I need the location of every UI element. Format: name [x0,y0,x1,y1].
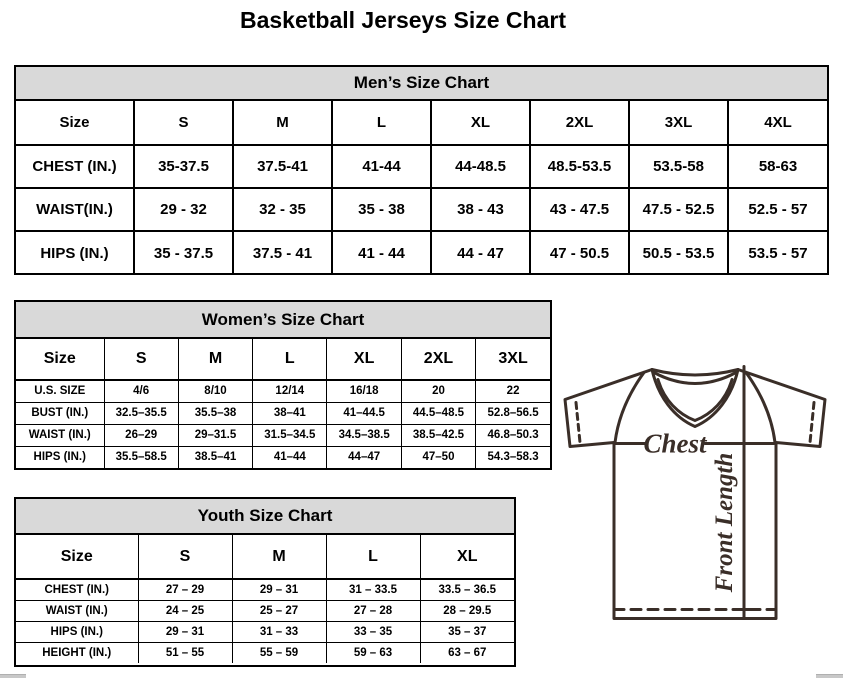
row-label: CHEST (IN.) [16,145,134,188]
womens-size-chart [14,300,552,470]
right-cuff-dash [810,403,814,443]
size-value-cell: 38–41 [253,402,327,424]
size-value-cell: 44 - 47 [431,231,530,274]
size-value-cell: 29 – 31 [232,579,326,600]
size-value-cell: 41-44 [332,145,431,188]
youth-chart-title: Youth Size Chart [16,499,514,535]
size-value-cell: 43 - 47.5 [530,188,629,231]
row-label: BUST (IN.) [16,402,104,424]
row-label: WAIST(IN.) [16,188,134,231]
size-value-cell: 55 – 59 [232,642,326,663]
size-value-cell: 47.5 - 52.5 [629,188,728,231]
size-value-cell: 8/10 [178,380,252,402]
size-value-cell: 33.5 – 36.5 [420,579,514,600]
size-value-cell: 63 – 67 [420,642,514,663]
size-value-cell: 27 – 29 [138,579,232,600]
table-row [16,188,827,231]
size-value-cell: 48.5-53.5 [530,145,629,188]
table-row [16,424,550,446]
column-header: 2XL [401,339,475,380]
size-value-cell: 37.5-41 [233,145,332,188]
mens-chart-title: Men’s Size Chart [16,67,827,101]
column-header: L [253,339,327,380]
row-label: HIPS (IN.) [16,231,134,274]
collar-top-arc [652,370,738,376]
table-row [16,380,550,402]
column-header: M [232,535,326,579]
right-armhole-seam [746,373,775,443]
row-label: HIPS (IN.) [16,621,138,642]
youth-size-table [16,535,514,663]
column-header: XL [420,535,514,579]
size-value-cell: 44–47 [327,446,401,468]
column-header: M [178,339,252,380]
size-value-cell: 24 – 25 [138,600,232,621]
size-value-cell: 53.5-58 [629,145,728,188]
size-value-cell: 35-37.5 [134,145,233,188]
size-value-cell: 29 - 32 [134,188,233,231]
size-value-cell: 32 - 35 [233,188,332,231]
size-value-cell: 44-48.5 [431,145,530,188]
column-header: S [138,535,232,579]
size-value-cell: 51 – 55 [138,642,232,663]
size-value-cell: 44.5–48.5 [401,402,475,424]
jersey-diagram-svg [562,363,832,628]
table-row [16,446,550,468]
chest-label: Chest [643,428,707,459]
size-value-cell: 35.5–38 [178,402,252,424]
size-value-cell: 46.8–50.3 [476,424,550,446]
womens-chart-title: Women’s Size Chart [16,302,550,339]
table-row [16,621,514,642]
size-value-cell: 22 [476,380,550,402]
size-value-cell: 28 – 29.5 [420,600,514,621]
size-value-cell: 29–31.5 [178,424,252,446]
size-value-cell: 35 - 38 [332,188,431,231]
table-row [16,579,514,600]
size-value-cell: 37.5 - 41 [233,231,332,274]
size-value-cell: 12/14 [253,380,327,402]
womens-size-table [16,339,550,468]
size-value-cell: 35 - 37.5 [134,231,233,274]
jersey-measurement-diagram [562,363,832,628]
column-header: XL [327,339,401,380]
size-value-cell: 52.8–56.5 [476,402,550,424]
column-header: L [326,535,420,579]
row-label: WAIST (IN.) [16,600,138,621]
size-value-cell: 35.5–58.5 [104,446,178,468]
left-armhole-seam [615,373,644,443]
size-value-cell: 41–44.5 [327,402,401,424]
size-value-cell: 4/6 [104,380,178,402]
size-value-cell: 29 – 31 [138,621,232,642]
size-value-cell: 41–44 [253,446,327,468]
row-label: HIPS (IN.) [16,446,104,468]
header-row [16,101,827,145]
collar-band-v [658,380,732,421]
column-header: 2XL [530,101,629,145]
scrollbar-fragment-left[interactable] [0,674,26,678]
size-value-cell: 38.5–41 [178,446,252,468]
size-value-cell: 47 - 50.5 [530,231,629,274]
row-label: HEIGHT (IN.) [16,642,138,663]
mens-size-table [16,101,827,274]
header-row [16,535,514,579]
size-value-cell: 41 - 44 [332,231,431,274]
size-value-cell: 50.5 - 53.5 [629,231,728,274]
size-value-cell: 31 – 33.5 [326,579,420,600]
row-label: U.S. SIZE [16,380,104,402]
header-row [16,339,550,380]
size-value-cell: 53.5 - 57 [728,231,827,274]
size-value-cell: 33 – 35 [326,621,420,642]
mens-size-chart [14,65,829,275]
table-row [16,231,827,274]
size-value-cell: 20 [401,380,475,402]
left-cuff-dash [576,403,580,443]
column-header: S [134,101,233,145]
size-value-cell: 31.5–34.5 [253,424,327,446]
size-value-cell: 25 – 27 [232,600,326,621]
size-value-cell: 38 - 43 [431,188,530,231]
table-row [16,402,550,424]
table-row [16,600,514,621]
scrollbar-fragment-right[interactable] [816,674,843,678]
column-header: 4XL [728,101,827,145]
column-header: M [233,101,332,145]
row-label: WAIST (IN.) [16,424,104,446]
table-row [16,642,514,663]
table-row [16,145,827,188]
column-header: L [332,101,431,145]
size-value-cell: 26–29 [104,424,178,446]
size-value-cell: 35 – 37 [420,621,514,642]
row-label: CHEST (IN.) [16,579,138,600]
column-header: Size [16,339,104,380]
jersey-outline [565,370,825,619]
size-value-cell: 16/18 [327,380,401,402]
page-title: Basketball Jerseys Size Chart [239,7,566,33]
column-header: 3XL [629,101,728,145]
column-header: 3XL [476,339,550,380]
size-value-cell: 59 – 63 [326,642,420,663]
column-header: XL [431,101,530,145]
front-length-label: Front Length [711,452,738,593]
size-value-cell: 31 – 33 [232,621,326,642]
size-value-cell: 54.3–58.3 [476,446,550,468]
size-value-cell: 34.5–38.5 [327,424,401,446]
size-value-cell: 47–50 [401,446,475,468]
column-header: Size [16,535,138,579]
column-header: Size [16,101,134,145]
size-value-cell: 27 – 28 [326,600,420,621]
column-header: S [104,339,178,380]
size-value-cell: 58-63 [728,145,827,188]
size-value-cell: 38.5–42.5 [401,424,475,446]
youth-size-chart [14,497,516,667]
size-value-cell: 52.5 - 57 [728,188,827,231]
size-value-cell: 32.5–35.5 [104,402,178,424]
